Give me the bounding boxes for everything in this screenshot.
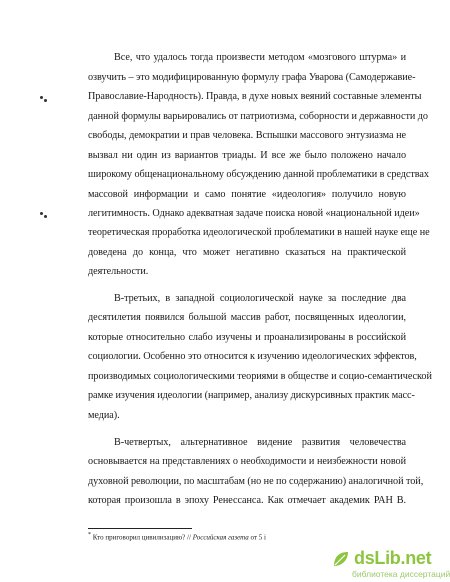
watermark-brand: dsLib.net <box>354 548 432 568</box>
text-line: рамке изучения идеологии (например, анализу дискурсивных практик масс- <box>88 390 415 401</box>
text-line: духовной революции, по масштабам (но не по содержанию) аналогичной той, <box>88 476 424 487</box>
text-line: В-четвертых, альтернативное видение развития человечества <box>114 437 406 448</box>
text-line: данной формулы варьировались от патриотизма, соборности и державности до <box>88 111 428 122</box>
text-line: производимых социологическими теориями в обществе и социо-семантической <box>88 371 432 382</box>
text-line: которые относительно слабо изучены и проанализированы в российской <box>88 332 406 343</box>
text-line: которая произошла в эпоху Ренессанса. Как отмечает академик РАН В. <box>88 495 406 506</box>
margin-mark <box>40 212 43 215</box>
leaf-icon <box>332 550 350 568</box>
text-line: вызвал ни один из вариантов триады. И все же было положено начало <box>88 150 406 161</box>
text-line: свободы, демократии и прав человека. Вспышки массового энтузиазма не <box>88 130 406 141</box>
margin-mark <box>44 215 47 218</box>
footnote-rule <box>88 528 192 529</box>
text-line: основывается на представлениях о необходимости и неизбежности новой <box>88 456 406 467</box>
text-line: социологии. Особенно это относится к изучению идеологических эффектов, <box>88 351 417 362</box>
text-line: Все, что удалось тогда произвести методом «мозгового штурма» и <box>114 52 406 63</box>
text-line: Православие-Народность). Правда, в духе новых веяний составные элементы <box>88 91 422 102</box>
footnote-tail: от 5 і <box>250 533 266 542</box>
text-line: легитимность. Однако адекватная задаче поиска новой «национальной идеи» <box>88 208 420 219</box>
footnote-text: Кто приговорил цивилизацию? // <box>92 533 191 542</box>
watermark <box>330 548 448 580</box>
text-line: медиа). <box>88 410 120 421</box>
text-line: озвучить – это модифицированную формулу графа Уварова (Самодержавие- <box>88 72 416 83</box>
text-line: деятельности. <box>88 266 149 277</box>
footnote-source: Российская газета <box>192 533 249 542</box>
text-line: массовой информации и само понятие «идеология» получило новую <box>88 189 406 200</box>
margin-mark <box>44 99 47 102</box>
text-line: доведена до конца, что может негативно сказаться на практической <box>88 247 406 258</box>
footnote <box>88 531 266 542</box>
margin-mark <box>40 96 43 99</box>
text-line: десятилетия появился большой массив работ, посвященных идеологии, <box>88 312 406 323</box>
watermark-caption: библиотека диссертаций <box>352 569 450 579</box>
text-line: В-третьих, в западной социологической науке за последние два <box>114 293 406 304</box>
text-line: теоретическая проработка идеологической проблематики в нашей науке еще не <box>88 227 430 238</box>
text-line: широкому общенациональному обсуждению данной проблематики в средствах <box>88 169 429 180</box>
footnote-marker: * <box>88 532 91 538</box>
